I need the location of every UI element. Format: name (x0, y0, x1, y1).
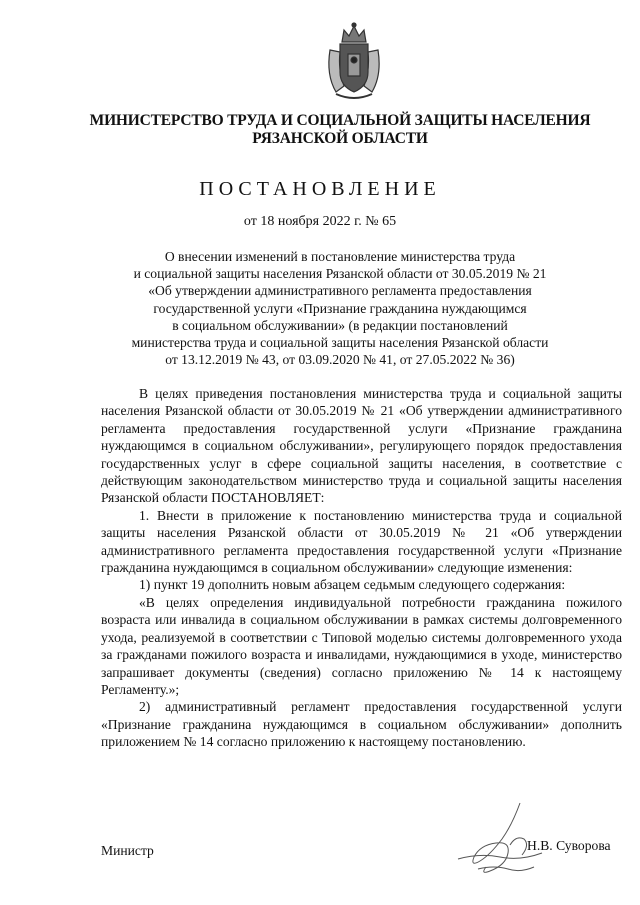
subject-line: «Об утверждении административного регламента предоставления (148, 283, 532, 299)
organization-name: МИНИСТЕРСТВО ТРУДА И СОЦИАЛЬНОЙ ЗАЩИТЫ НАСЕЛЕНИЯ (89, 112, 591, 129)
body-paragraph: 2) административный регламент предоставления государственной услуги «Признание гражданина нуждающимся в социальном обслуживании» дополнить приложением № 14 согласно приложению к настоящему постановлению. (101, 699, 622, 750)
coat-of-arms-icon (322, 20, 386, 104)
body-paragraph: В целях приведения постановления министерства труда и социальной защиты населения Рязанской области от 30.05.2019 № 21 «Об утверждении административного регламента предоставления государственной услуги «Признание гражданина нуждающимся в социальном обслуживании», регулирующего порядок предоставления государственных услуг в сфере социальной защиты населения, в соответствие с действующим законодательством министерство труда и социальной защиты населения Рязанской области ПОСТАНОВЛЯЕТ: (101, 386, 622, 506)
document-body (101, 385, 622, 751)
signer-name: Н.В. Суворова (527, 838, 611, 853)
organization-region: РЯЗАНСКОЙ ОБЛАСТИ (252, 130, 428, 147)
signer-title: Министр (101, 843, 154, 858)
subject-line: государственной услуги «Признание гражданина нуждающимся (153, 300, 527, 316)
subject-line: от 13.12.2019 № 43, от 03.09.2020 № 41, от 27.05.2022 № 36) (165, 352, 515, 368)
document-subject (100, 248, 580, 368)
body-paragraph: «В целях определения индивидуальной потребности гражданина пожилого возраста или инвалида в социальном обслуживании в рамках системы долговременного ухода, реализуемой в соответствии с Типовой моделью системы долговременного ухода за гражданами пожилого возраста и инвалидами, нуждающимися в уходе, министерство запрашивает документы (сведения) согласно приложению № 14 к настоящему Регламенту.»; (101, 594, 622, 697)
document-date-number: от 18 ноября 2022 г. № 65 (243, 214, 397, 229)
subject-line: министерства труда и социальной защиты населения Рязанской области (131, 335, 549, 351)
document-type: ПОСТАНОВЛЕНИЕ (199, 178, 441, 200)
body-paragraph: 1. Внести в приложение к постановлению министерства труда и социальной защиты населения Рязанской области от 30.05.2019 № 21 «Об утверждении административного регламента предоставления государственной услуги «Признание гражданина нуждающимся в социальном обслуживании» следующие изменения: (101, 507, 622, 576)
subject-line: и социальной защиты населения Рязанской области от 30.05.2019 № 21 (133, 266, 547, 282)
subject-line: О внесении изменений в постановление министерства труда (164, 249, 516, 264)
body-paragraph: 1) пункт 19 дополнить новым абзацем седьмым следующего содержания: (139, 577, 566, 593)
subject-line: в социальном обслуживании» (в редакции постановлений (172, 317, 508, 333)
